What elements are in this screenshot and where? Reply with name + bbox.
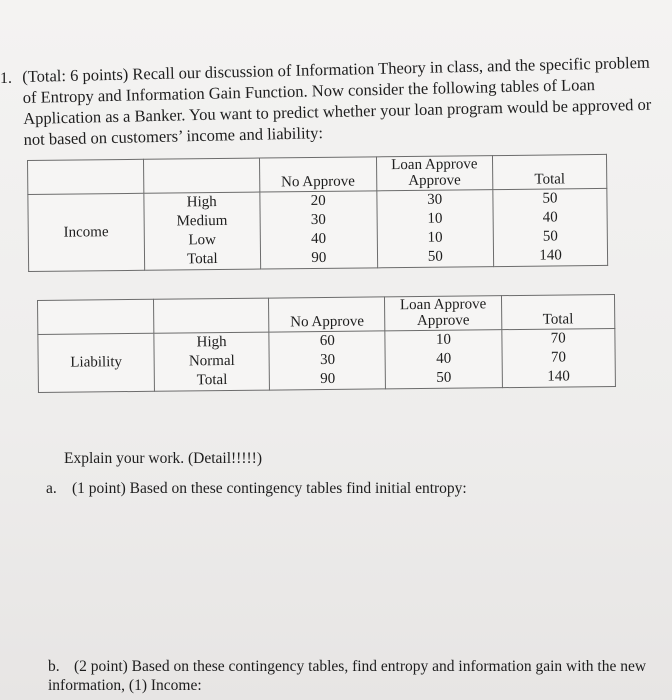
part-a-label: a.: [46, 480, 57, 497]
explain-instruction: Explain your work. (Detail!!!!!): [64, 450, 262, 467]
header-total: Total: [501, 294, 615, 329]
part-b: [48, 657, 648, 695]
header-cell-empty: [154, 298, 270, 333]
header-loan-approve: Loan Approve Approve: [385, 296, 501, 331]
no-approve-values: 20 30 40 90: [260, 191, 377, 269]
header-cell-empty: [143, 158, 260, 193]
category-labels: High Normal Total: [154, 332, 270, 391]
table-body-row: [38, 328, 616, 392]
header-loan-approve: Loan Approve Approve: [376, 156, 493, 191]
question-intro: (Total: 6 points) Recall our discussion of Information Theory in class, and the specific problem of Entropy and Information Gain Function. Now consider the following tables of Loan Application as a Banker. You want to predict whether your loan program would be approved or not based on customers’ income and liability:: [22, 52, 652, 149]
part-b-text: (2 point) Based on these contingency tables, find entropy and information gain with the new information, (1) Income:: [48, 658, 647, 694]
table-body-row: [28, 188, 608, 271]
no-approve-values: 60 30 90: [269, 331, 386, 390]
header-no-approve: No Approve: [269, 297, 385, 332]
liability-contingency-table: [37, 294, 616, 393]
approve-values: 30 10 10 50: [376, 190, 493, 268]
part-a: [46, 480, 467, 498]
total-values: 50 40 50 140: [493, 188, 608, 266]
header-no-approve: No Approve: [259, 157, 376, 192]
header-cell-empty: [38, 299, 154, 334]
header-cell-empty: [28, 159, 144, 194]
total-values: 70 70 140: [501, 328, 615, 387]
income-contingency-table: [27, 154, 608, 272]
question-number: 1.: [0, 70, 12, 87]
approve-values: 10 40 50: [385, 330, 502, 389]
part-a-text: (1 point) Based on these contingency tables find initial entropy:: [72, 480, 467, 497]
header-total: Total: [493, 154, 607, 189]
attribute-label: Liability: [38, 333, 155, 392]
attribute-label: Income: [28, 193, 144, 271]
part-b-label: b.: [48, 658, 60, 675]
category-labels: High Medium Low Total: [143, 192, 260, 270]
